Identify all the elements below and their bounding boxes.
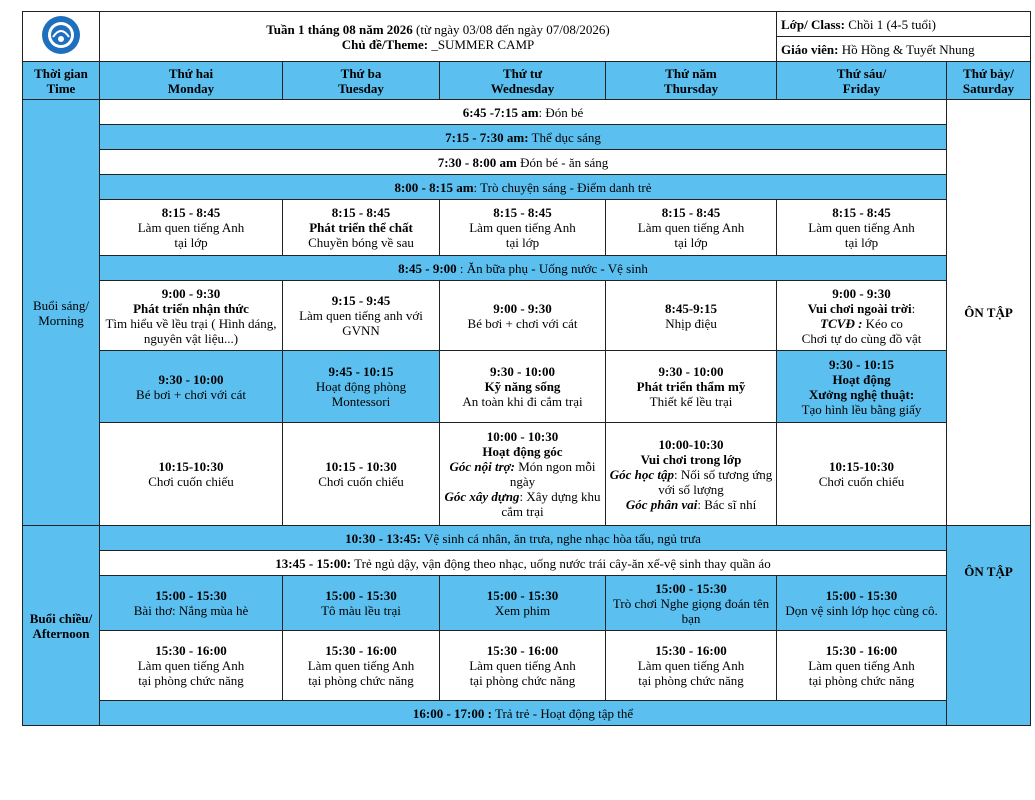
row-900 — [23, 281, 1031, 351]
activity-text: Tìm hiểu về lều trại ( Hình dáng, nguyên vật liệu...) — [105, 315, 277, 346]
cell-thu — [606, 631, 777, 701]
activity-text: tại lớp — [674, 235, 708, 250]
activity-title: Vui chơi ngoài trời — [807, 300, 912, 316]
activity-label: Góc phân vai — [625, 496, 698, 512]
time-label: 9:30 - 10:15 — [829, 356, 895, 372]
activity-text: Bé bơi + chơi với cát — [136, 386, 246, 402]
day-vi: Thời gian — [34, 65, 88, 81]
time-label: 9:30 - 10:00 — [490, 364, 555, 379]
activity-text: tại phòng chức năng — [138, 673, 244, 688]
row-1530 — [23, 631, 1031, 701]
activity-text: Tạo hình lều bằng giấy — [801, 401, 922, 417]
activity-text: Làm quen tiếng Anh — [469, 658, 576, 673]
activity-text: : Xây dựng khu cắm trại — [501, 489, 601, 519]
time-label: 15:30 - 16:00 — [655, 643, 727, 658]
activity-text: Trò chơi Nghe giọng đoán tên bạn — [612, 595, 770, 626]
time-label: 10:15-10:30 — [829, 459, 895, 474]
time-label: 10:15-10:30 — [158, 459, 224, 474]
theme-value: _SUMMER CAMP — [431, 36, 535, 52]
activity-text: Làm quen tiếng Anh — [808, 658, 915, 673]
teacher-cell — [777, 37, 1031, 62]
activity-text: : Ăn bữa phụ - Uống nước - Vệ sinh — [456, 260, 648, 276]
time-label: 8:15 - 8:45 — [832, 205, 891, 220]
time-label: 8:15 - 8:45 — [331, 205, 391, 220]
cell-thu — [606, 200, 777, 256]
day-en: Monday — [167, 80, 215, 96]
teacher-value: Hồ Hồng & Tuyết Nhung — [841, 41, 975, 57]
activity-text: : Nối số tương ứng với số lượng — [658, 466, 773, 497]
row-1500 — [23, 576, 1031, 631]
cell-tue — [283, 576, 440, 631]
activity-text: Bé bơi + chơi với cát — [467, 315, 578, 331]
day-vi: Thứ năm — [665, 65, 717, 81]
activity-text: Làm quen tiếng Anh — [307, 658, 415, 673]
session-label: Afternoon — [32, 625, 90, 641]
week-title: Tuần 1 tháng 08 năm 2026 — [266, 21, 413, 37]
activity-text: : Trò chuyện sáng - Điểm danh trẻ — [473, 179, 652, 195]
activity-text: Làm quen tiếng Anh — [469, 220, 576, 235]
time-label: 10:00-10:30 — [658, 436, 724, 452]
cell-mon — [100, 631, 283, 701]
activity-title: Vui chơi trong lớp — [640, 451, 742, 467]
day-header-saturday — [947, 62, 1031, 100]
time-label: 9:45 - 10:15 — [328, 364, 394, 379]
cell-wed — [440, 423, 606, 526]
activity-title: Hoạt động góc — [482, 444, 563, 459]
day-header-thursday — [606, 62, 777, 100]
session-label: Buổi sáng/ Morning — [33, 297, 89, 328]
time-label: 9:30 - 10:00 — [158, 371, 224, 387]
row-breakfast — [23, 150, 1031, 175]
day-en: Friday — [842, 80, 881, 96]
teacher-label: Giáo viên: — [781, 41, 839, 57]
activity-text: Làm quen tiếng Anh — [637, 658, 745, 673]
cell-tue — [283, 281, 440, 351]
activity-text: tại phòng chức năng — [808, 673, 915, 688]
cell-fri — [777, 423, 947, 526]
activity-label: TCVĐ : — [820, 315, 863, 331]
time-label: 15:00 - 15:30 — [155, 588, 227, 603]
time-label: 6:45 -7:15 am — [462, 104, 539, 120]
activity-text: Trẻ ngủ dậy, vận động theo nhạc, uống nước trái cây-ăn xế-vệ sinh thay quần áo — [351, 555, 771, 571]
activity-text: tại lớp — [505, 235, 540, 250]
time-label: 8:15 - 8:45 — [661, 205, 721, 220]
cell-thu — [606, 576, 777, 631]
time-label: 9:00 - 9:30 — [493, 300, 552, 316]
day-vi: Thứ bảy/ — [963, 65, 1014, 81]
day-header-row — [23, 62, 1031, 100]
day-header-time — [23, 62, 100, 100]
time-label: 9:15 - 9:45 — [331, 293, 391, 308]
review-label: ÔN TẬP — [964, 564, 1013, 579]
time-label: 9:00 - 9:30 — [161, 285, 221, 301]
span-cell — [100, 701, 947, 726]
session-afternoon — [23, 526, 100, 726]
activity-text: Bài thơ: Nắng mùa hè — [133, 603, 249, 618]
time-label: 15:00 - 15:30 — [325, 588, 397, 603]
time-label: 8:45 - 9:00 — [398, 260, 457, 276]
span-cell — [100, 256, 947, 281]
activity-text: Trả trẻ - Hoạt động tập thể — [491, 705, 634, 721]
day-header-wednesday — [440, 62, 606, 100]
day-en: Time — [46, 80, 76, 96]
time-label: 15:30 - 16:00 — [155, 643, 227, 658]
span-cell — [100, 175, 947, 200]
activity-title: Hoạt động — [832, 371, 891, 387]
activity-text: Kéo co — [862, 315, 903, 331]
span-cell — [100, 526, 947, 551]
cell-mon — [100, 351, 283, 423]
time-label: 9:00 - 9:30 — [832, 285, 891, 301]
day-vi: Thứ hai — [168, 65, 214, 81]
activity-text: Thể dục sáng — [528, 129, 601, 145]
activity-text: An toàn khi đi cắm trại — [462, 394, 583, 409]
cell-mon — [100, 576, 283, 631]
day-header-friday — [777, 62, 947, 100]
activity-title: Xưởng nghệ thuật: — [808, 386, 915, 402]
activity-text: Thiết kế lều trại — [649, 394, 733, 409]
row-wakeup — [23, 551, 1031, 576]
cell-wed — [440, 576, 606, 631]
cell-fri — [777, 200, 947, 256]
activity-text: Chơi cuốn chiếu — [818, 474, 905, 489]
session-morning — [23, 100, 100, 526]
activity-text: Làm quen tiếng Anh — [637, 220, 745, 235]
cell-mon — [100, 200, 283, 256]
activity-text: Chuyền bóng về sau — [308, 235, 414, 250]
activity-label: Góc nội trợ: — [449, 459, 515, 474]
activity-text: Làm quen tiếng Anh — [808, 220, 915, 235]
time-label: 15:30 - 16:00 — [825, 643, 898, 658]
activity-text: tại lớp — [174, 235, 208, 250]
cell-wed — [440, 351, 606, 423]
header-row-1 — [23, 12, 1031, 37]
day-header-monday — [100, 62, 283, 100]
activity-text: Làm quen tiếng anh với GVNN — [299, 308, 423, 338]
activity-text: tại phòng chức năng — [469, 673, 576, 688]
cell-wed — [440, 281, 606, 351]
class-value: Chồi 1 (4-5 tuổi) — [848, 16, 936, 32]
row-pickup — [23, 701, 1031, 726]
time-label: 15:00 - 15:30 — [825, 588, 898, 603]
schedule-sheet — [22, 11, 1031, 726]
activity-text: Tô màu lều trại — [321, 603, 401, 618]
activity-text: tại lớp — [844, 235, 879, 250]
activity-text: Dọn vệ sinh lớp học cùng cô. — [785, 603, 938, 618]
activity-title: Phát triển nhận thức — [133, 300, 249, 316]
time-label: 13:45 - 15:00: — [275, 555, 352, 571]
span-cell — [100, 100, 947, 125]
activity-text: Món ngon mỗi ngày — [509, 459, 596, 489]
activity-text: Chơi cuốn chiếu — [148, 474, 234, 489]
day-en: Tuesday — [338, 80, 384, 96]
time-label: 8:15 - 8:45 — [493, 205, 552, 220]
span-cell — [100, 125, 947, 150]
review-am-cell — [947, 100, 1031, 526]
time-label: 15:00 - 15:30 — [655, 580, 727, 596]
row-arrival — [23, 100, 1031, 125]
cell-tue — [283, 200, 440, 256]
time-label: 7:30 - 8:00 am — [437, 154, 517, 170]
time-label: 15:30 - 16:00 — [486, 643, 559, 658]
time-label: 7:15 - 7:30 am: — [445, 129, 529, 145]
class-label: Lớp/ Class: — [781, 16, 845, 32]
cell-fri: 9:00 - 9:30 Vui chơi ngoài trời: TCVĐ : Kéo co Chơi tự do cùng đồ vật — [777, 281, 947, 351]
day-vi: Thứ ba — [340, 65, 382, 81]
activity-text: Nhịp điệu — [665, 315, 717, 331]
row-1000 — [23, 423, 1031, 526]
activity-text: Chơi cuốn chiếu — [318, 474, 404, 489]
span-cell — [100, 551, 947, 576]
cell-tue — [283, 631, 440, 701]
cell-fri — [777, 351, 947, 423]
cell-tue — [283, 351, 440, 423]
row-lunch — [23, 526, 1031, 551]
cell-thu — [606, 351, 777, 423]
cell-thu — [606, 281, 777, 351]
cell-fri — [777, 631, 947, 701]
activity-text: Đón bé - ăn sáng — [516, 154, 609, 170]
activity-title: Phát triển thẩm mỹ — [636, 379, 746, 394]
week-title-cell — [100, 12, 777, 62]
review-label: ÔN TẬP — [964, 305, 1013, 320]
activity-title: Kỹ năng sống — [484, 379, 561, 394]
cell-fri — [777, 576, 947, 631]
school-logo-icon — [41, 15, 81, 55]
time-label: 16:00 - 17:00 : — [412, 705, 492, 721]
activity-text: Hoạt động phòng Montessori — [315, 379, 407, 409]
class-cell — [777, 12, 1031, 37]
cell-wed — [440, 631, 606, 701]
time-label: 8:15 - 8:45 — [161, 205, 221, 220]
activity-text: tại phòng chức năng — [308, 673, 414, 688]
activity-text: Xem phim — [494, 603, 551, 618]
activity-label: Góc học tập — [609, 466, 675, 482]
day-vi: Thứ tư — [502, 65, 543, 81]
activity-text: Làm quen tiếng Anh — [137, 658, 245, 673]
time-label: 9:30 - 10:00 — [658, 364, 724, 379]
time-label: 15:00 - 15:30 — [486, 588, 559, 603]
day-header-tuesday — [283, 62, 440, 100]
activity-text: : Đón bé — [538, 104, 584, 120]
row-815 — [23, 200, 1031, 256]
activity-text: : Bác sĩ nhí — [697, 496, 757, 512]
span-cell — [100, 150, 947, 175]
activity-title: Phát triển thể chất — [309, 220, 413, 235]
time-label: 8:00 - 8:15 am — [394, 179, 474, 195]
session-label: Buổi chiều/ — [29, 610, 93, 626]
cell-tue — [283, 423, 440, 526]
activity-text: Chơi tự do cùng đồ vật — [801, 330, 922, 346]
day-en: Saturday — [962, 80, 1015, 96]
logo-cell — [23, 12, 100, 62]
day-vi: Thứ sáu/ — [836, 65, 887, 81]
cell-wed — [440, 200, 606, 256]
cell-mon — [100, 423, 283, 526]
time-label: 15:30 - 16:00 — [325, 643, 397, 658]
row-930 — [23, 351, 1031, 423]
row-chat — [23, 175, 1031, 200]
time-label: 10:30 - 13:45: — [345, 530, 421, 546]
date-range: (từ ngày 03/08 đến ngày 07/08/2026) — [416, 21, 610, 37]
weekly-schedule-table — [22, 11, 1031, 726]
theme-label: Chủ đề/Theme: — [341, 36, 429, 52]
time-label: 8:45-9:15 — [665, 300, 717, 316]
cell-mon — [100, 281, 283, 351]
activity-text: Làm quen tiếng Anh — [137, 220, 245, 235]
cell-thu — [606, 423, 777, 526]
activity-label: Góc xây dựng — [444, 489, 520, 504]
time-label: 10:15 - 10:30 — [325, 459, 397, 474]
day-en: Thursday — [663, 80, 719, 96]
review-pm-cell — [947, 526, 1031, 726]
time-label: 10:00 - 10:30 — [486, 429, 559, 444]
activity-text: tại phòng chức năng — [638, 673, 744, 688]
day-en: Wednesday — [490, 80, 555, 96]
activity-text: Vệ sinh cá nhân, ăn trưa, nghe nhạc hòa tấu, ngủ trưa — [420, 530, 701, 546]
row-snack — [23, 256, 1031, 281]
row-exercise — [23, 125, 1031, 150]
